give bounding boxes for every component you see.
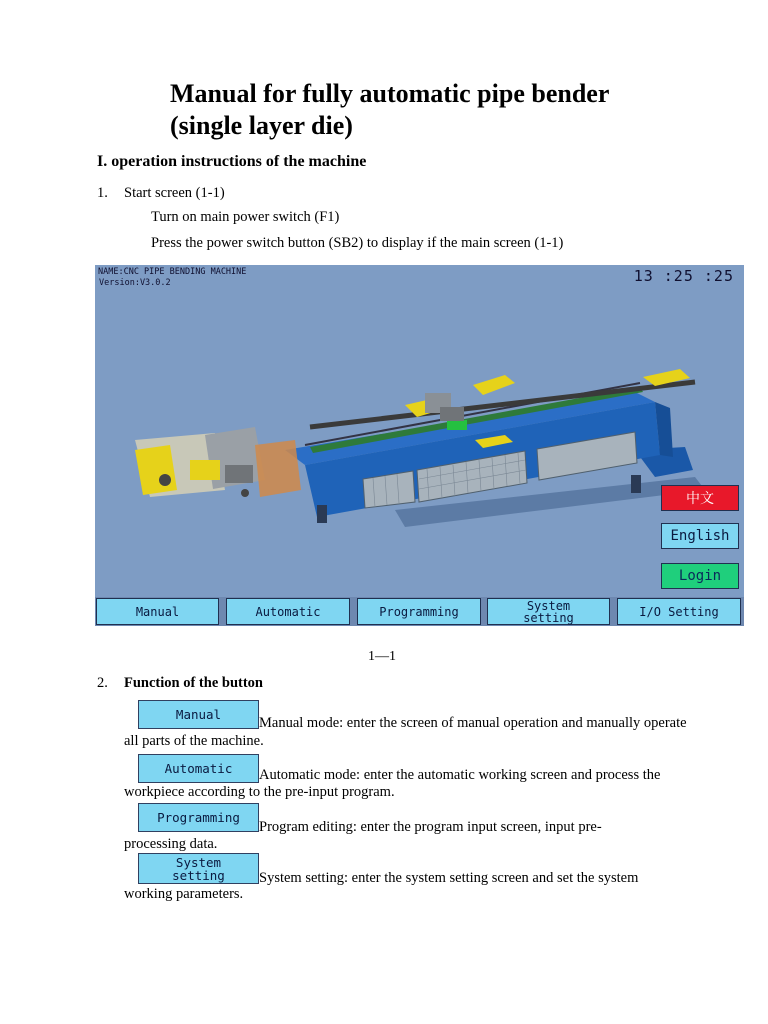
automatic-button-label: Automatic [255,604,321,619]
system-setting-function-button-label: System setting [172,854,225,883]
manual-description-line-2: all parts of the machine. [124,733,264,749]
programming-button-label: Programming [379,604,459,619]
version-label: Version:V3.0.2 [99,278,171,288]
manual-button[interactable] [96,598,219,625]
io-setting-button-label: I/O Setting [639,604,719,619]
step-2-title: Function of the button [124,675,263,691]
english-language-button[interactable]: English [661,523,739,549]
automatic-button[interactable] [226,598,350,625]
system-setting-button[interactable] [487,598,610,625]
hmi-main-screen [95,265,744,626]
step-1-line-1: Turn on main power switch (F1) [151,209,340,225]
programming-function-button[interactable] [138,803,259,832]
pipe-bender-machine-illustration [95,265,744,626]
step-2-number: 2. [97,675,108,691]
automatic-function-button[interactable] [138,754,259,783]
system-setting-description-line-2: working parameters. [124,886,244,902]
automatic-description-line-2: workpiece according to the pre-input program. [124,784,395,800]
programming-description-line-1: Program editing: enter the program input screen, input pre- [259,819,602,835]
figure-caption: 1—1 [368,649,396,664]
system-setting-function-button[interactable] [138,853,259,884]
chinese-language-button[interactable]: 中文 [661,485,739,511]
title-line-2: (single layer die) [170,111,353,140]
manual-function-button-label: Manual [175,707,222,722]
title-line-1: Manual for fully automatic pipe bender [170,79,610,108]
machine-name-label: NAME:CNC PIPE BENDING MACHINE [98,267,247,277]
step-1-title: Start screen (1-1) [124,185,225,201]
system-setting-description-line-1: System setting: enter the system setting screen and set the system [259,870,639,886]
io-setting-button[interactable] [617,598,741,625]
system-setting-button-label: System setting [523,598,574,625]
login-button[interactable]: Login [661,563,739,589]
automatic-function-button-label: Automatic [164,761,233,776]
manual-button-label: Manual [135,604,180,619]
step-1-line-2: Press the power switch button (SB2) to display if the main screen (1-1) [151,235,564,251]
programming-button[interactable] [357,598,481,625]
section-heading: I. operation instructions of the machine [97,153,367,170]
programming-description-line-2: processing data. [124,836,218,852]
programming-function-button-label: Programming [157,810,240,825]
step-1-number: 1. [97,185,108,201]
clock-display: 13 :25 :25 [633,267,734,285]
manual-description-line-1: Manual mode: enter the screen of manual operation and manually operate [259,715,687,731]
page-title [170,78,730,142]
manual-function-button[interactable] [138,700,259,729]
automatic-description-line-1: Automatic mode: enter the automatic working screen and process the [259,767,661,783]
